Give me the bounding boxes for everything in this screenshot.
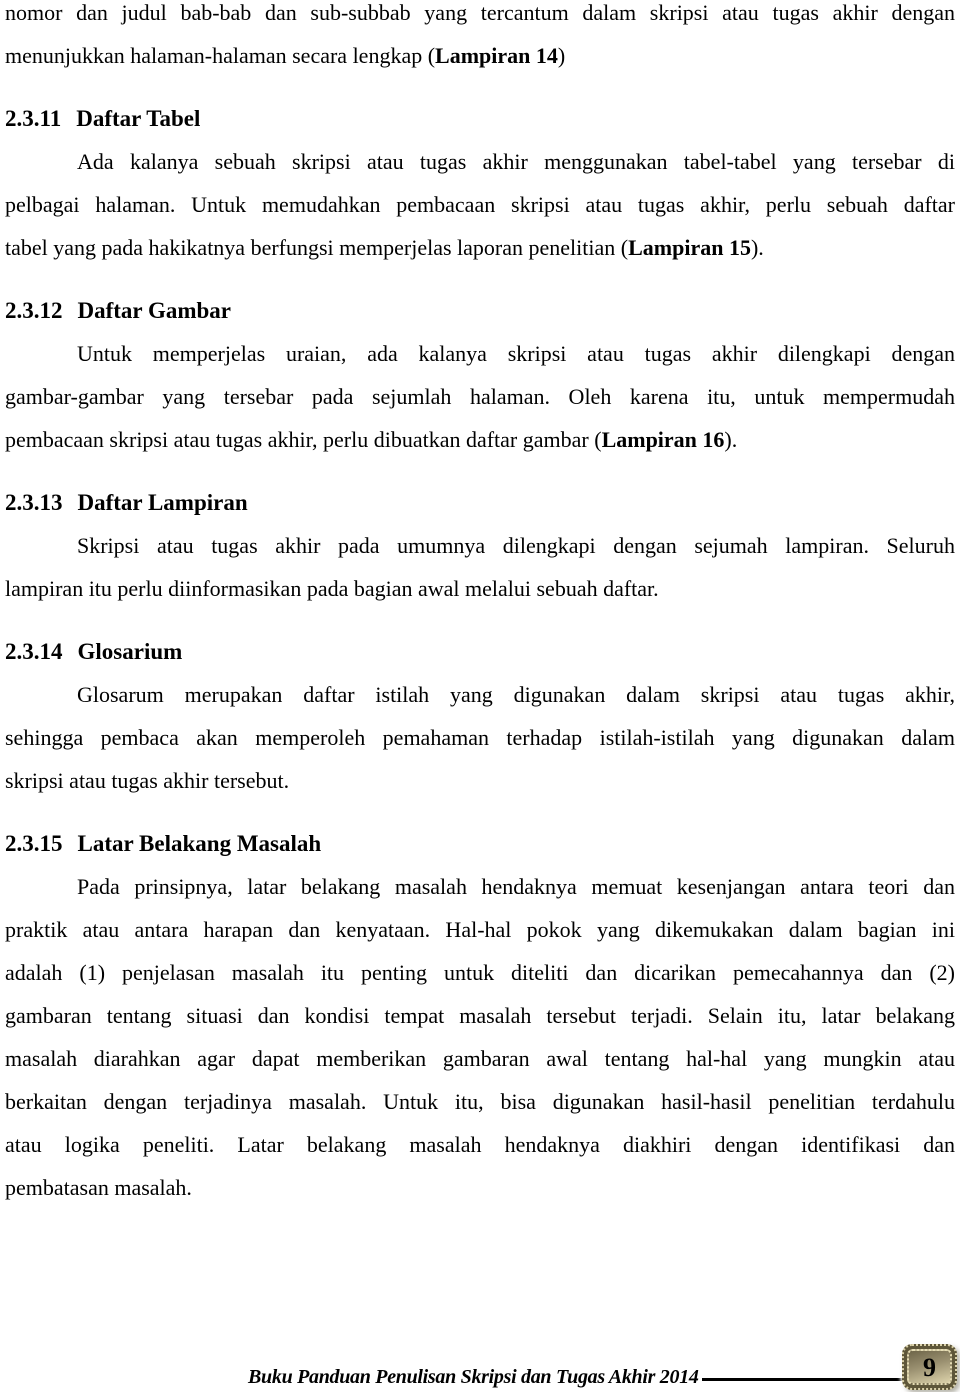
page-number-badge-inner bbox=[907, 1349, 952, 1385]
text-line: nomor dan judul bab-bab dan sub-subbab yang tercantum dalam skripsi atau tugas akhir dengan bbox=[5, 0, 955, 25]
text-line: Pada prinsipnya, latar belakang masalah hendaknya memuat kesenjangan antara teori dan bbox=[77, 874, 955, 899]
document-content bbox=[5, 0, 955, 1209]
paragraph bbox=[5, 673, 955, 802]
paragraph bbox=[5, 0, 955, 77]
section-heading bbox=[5, 97, 955, 140]
section-number: 2.3.15 bbox=[5, 831, 63, 856]
text-line: gambaran tentang situasi dan kondisi tempat masalah tersebut terjadi. Selain itu, latar belakang bbox=[5, 1003, 955, 1028]
text-line: Ada kalanya sebuah skripsi atau tugas akhir menggunakan tabel-tabel yang tersebar di bbox=[77, 149, 955, 174]
page-footer bbox=[0, 1344, 960, 1392]
footer-rule bbox=[702, 1378, 902, 1381]
text-line: Glosarum merupakan daftar istilah yang digunakan dalam skripsi atau tugas akhir, bbox=[77, 682, 955, 707]
section-number: 2.3.11 bbox=[5, 106, 62, 131]
text-line: menunjukkan halaman-halaman secara lengkap (Lampiran 14) bbox=[5, 43, 566, 68]
section-number: 2.3.12 bbox=[5, 298, 63, 323]
section-heading bbox=[5, 630, 955, 673]
section-title: Daftar Tabel bbox=[76, 106, 201, 131]
section-heading bbox=[5, 481, 955, 524]
section-heading bbox=[5, 289, 955, 332]
text-line: praktik atau antara harapan dan kenyataan. Hal-hal pokok yang dikemukakan dalam bagian ini bbox=[5, 917, 955, 942]
text-line: pembacaan skripsi atau tugas akhir, perlu dibuatkan daftar gambar (Lampiran 16). bbox=[5, 427, 738, 452]
text-line: gambar-gambar yang tersebar pada sejumlah halaman. Oleh karena itu, untuk mempermudah bbox=[5, 384, 955, 409]
text-line: skripsi atau tugas akhir tersebut. bbox=[5, 768, 290, 793]
section-number: 2.3.14 bbox=[5, 639, 63, 664]
paragraph bbox=[5, 332, 955, 461]
page-number: 9 bbox=[923, 1352, 936, 1382]
section-heading bbox=[5, 822, 955, 865]
paragraph bbox=[5, 524, 955, 610]
text-line: sehingga pembaca akan memperoleh pemahaman terhadap istilah-istilah yang digunakan dalam bbox=[5, 725, 955, 750]
paragraph bbox=[5, 140, 955, 269]
text-line: atau logika peneliti. Latar belakang masalah hendaknya diakhiri dengan identifikasi dan bbox=[5, 1132, 955, 1157]
section-title: Glosarium bbox=[77, 639, 183, 664]
text-line: Skripsi atau tugas akhir pada umumnya dilengkapi dengan sejumah lampiran. Seluruh bbox=[77, 533, 955, 558]
text-line: berkaitan dengan terjadinya masalah. Untuk itu, bisa digunakan hasil-hasil penelitian terdahulu bbox=[5, 1089, 955, 1114]
page-number-badge bbox=[902, 1344, 957, 1390]
section-title: Latar Belakang Masalah bbox=[77, 831, 322, 856]
text-line: Untuk memperjelas uraian, ada kalanya skripsi atau tugas akhir dilengkapi dengan bbox=[77, 341, 955, 366]
text-line: lampiran itu perlu diinformasikan pada bagian awal melalui sebuah daftar. bbox=[5, 576, 659, 601]
text-line: tabel yang pada hakikatnya berfungsi memperjelas laporan penelitian (Lampiran 15). bbox=[5, 235, 764, 260]
text-line: pelbagai halaman. Untuk memudahkan pembacaan skripsi atau tugas akhir, perlu sebuah daftar bbox=[5, 192, 955, 217]
section-title: Daftar Gambar bbox=[77, 298, 232, 323]
section-number: 2.3.13 bbox=[5, 490, 63, 515]
section-title: Daftar Lampiran bbox=[77, 490, 248, 515]
text-line: masalah diarahkan agar dapat memberikan gambaran awal tentang hal-hal yang mungkin atau bbox=[5, 1046, 955, 1071]
paragraph bbox=[5, 865, 955, 1209]
text-line: pembatasan masalah. bbox=[5, 1175, 192, 1200]
text-line: adalah (1) penjelasan masalah itu penting untuk diteliti dan dicarikan pemecahannya dan (2) bbox=[5, 960, 955, 985]
footer-title: Buku Panduan Penulisan Skripsi dan Tugas Akhir 2014 bbox=[248, 1366, 699, 1388]
